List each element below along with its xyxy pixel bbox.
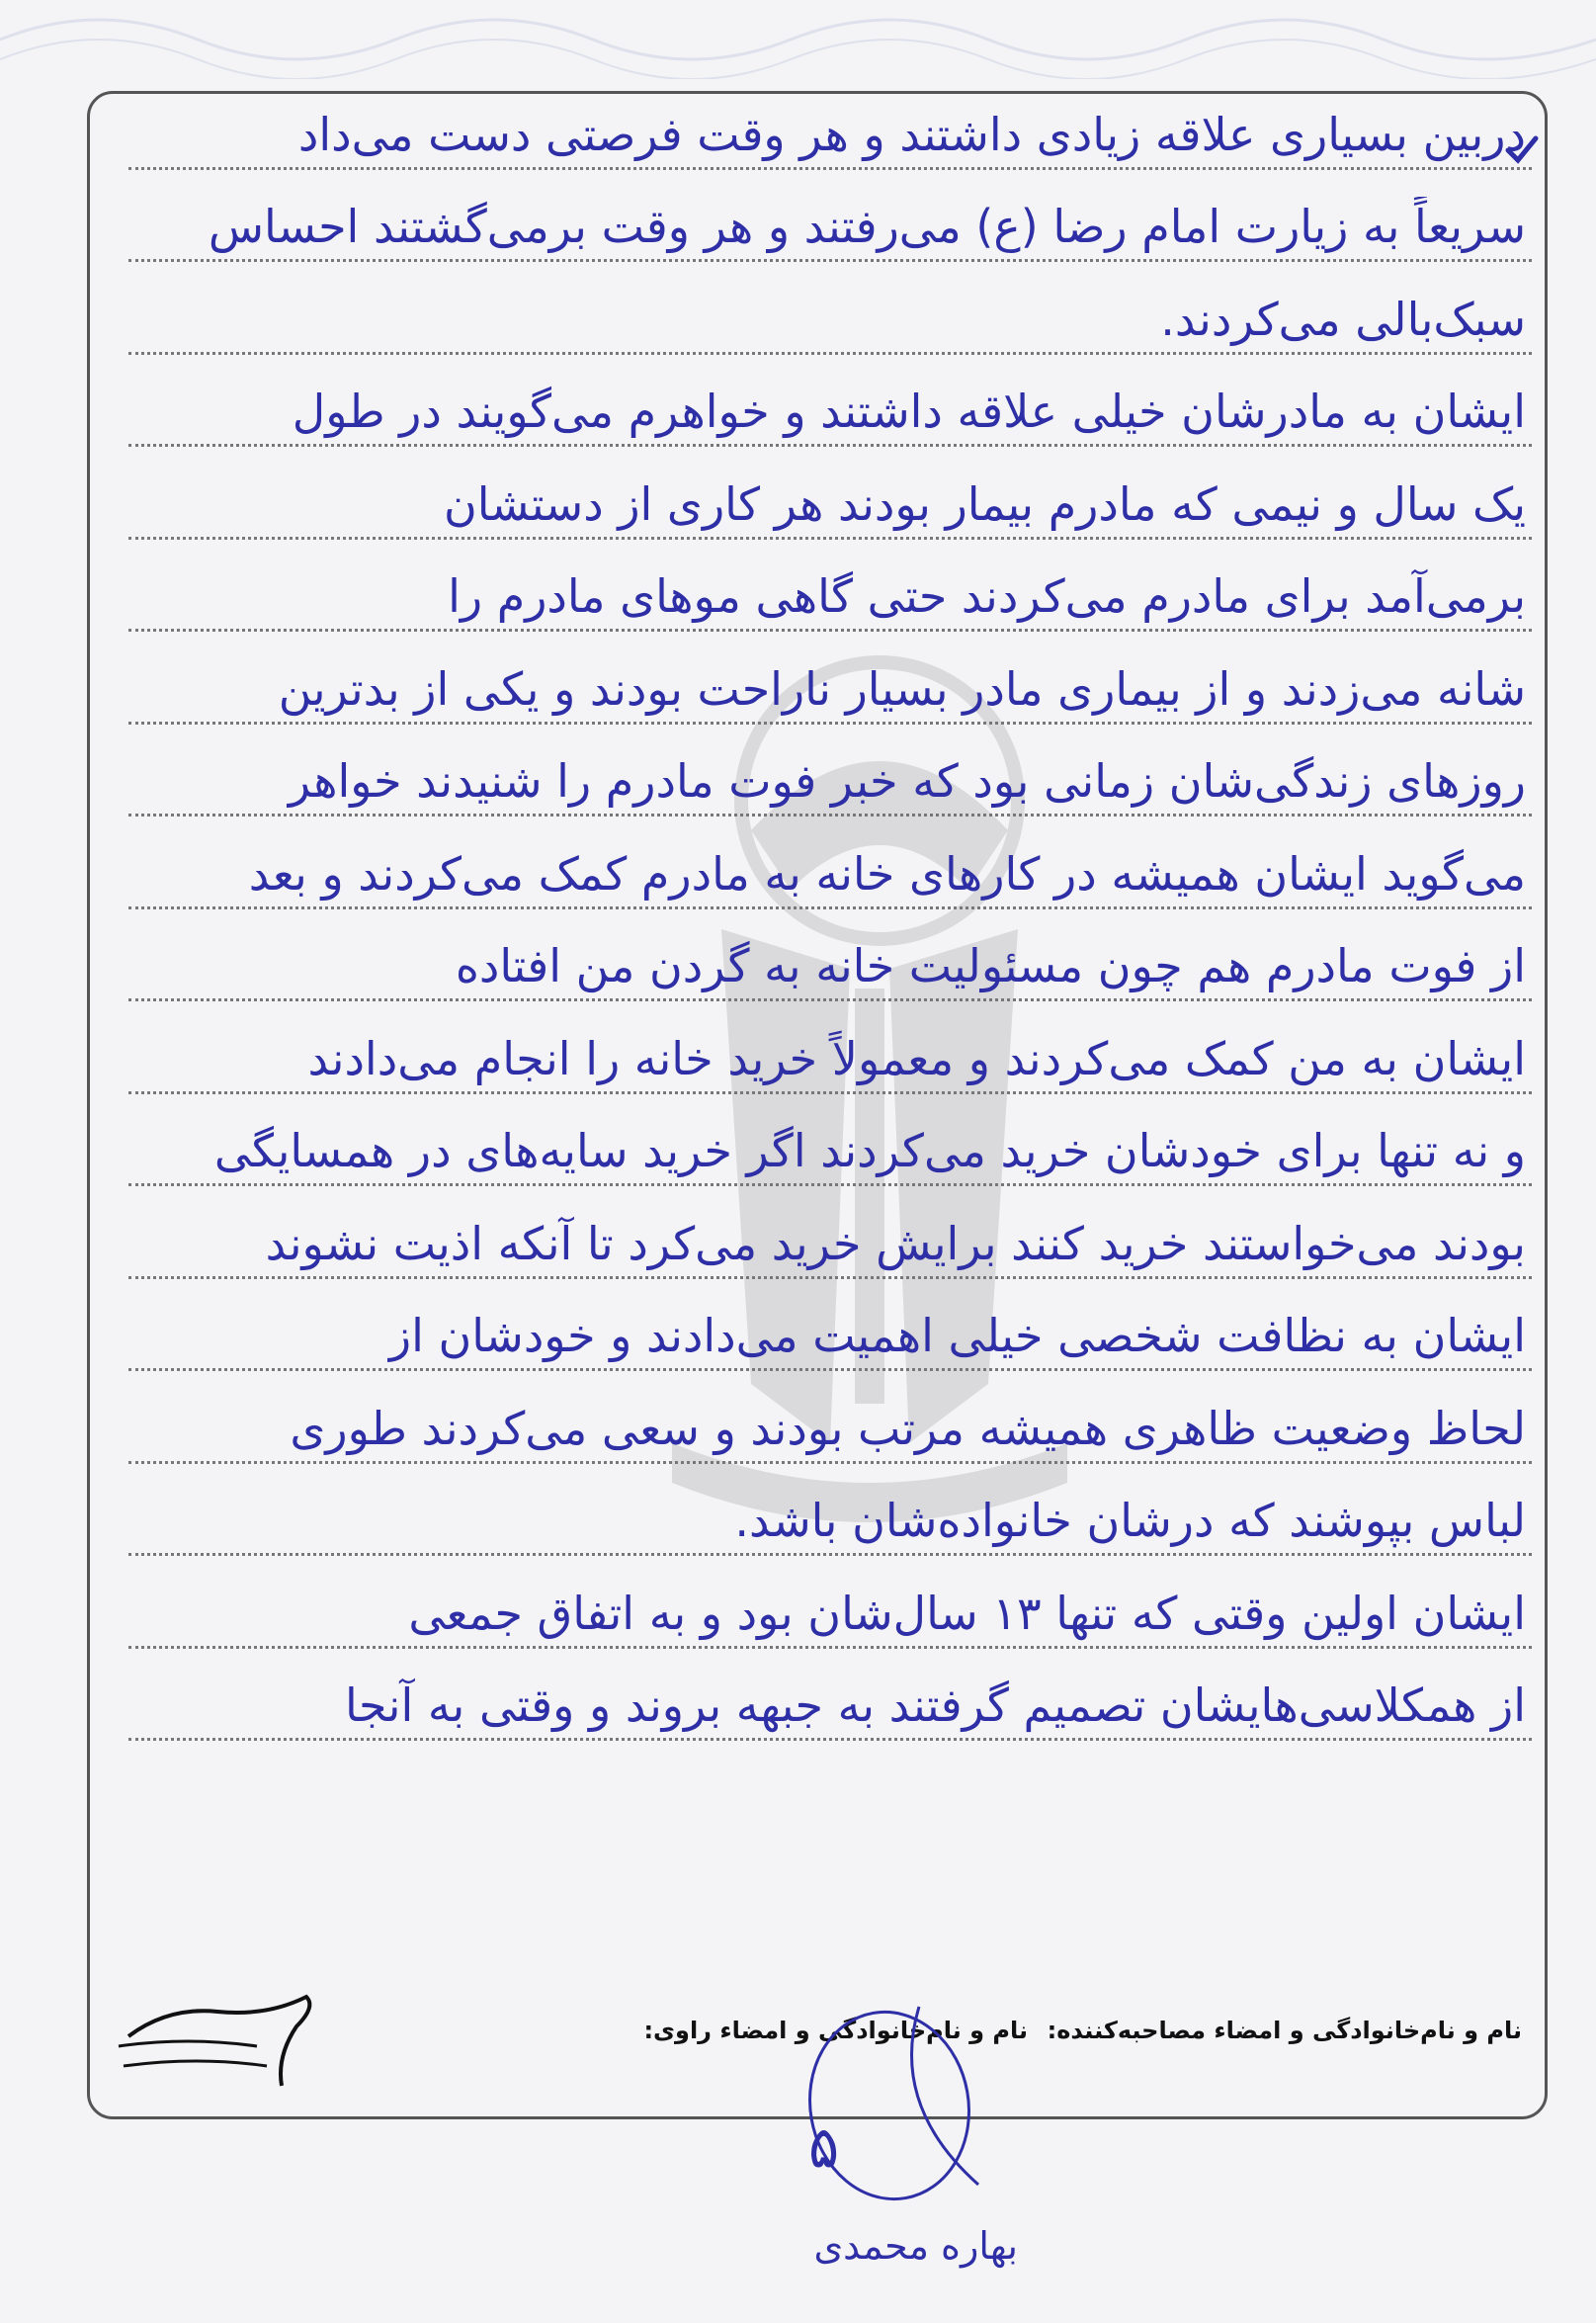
text-line xyxy=(128,1482,1532,1575)
handwritten-line: شانه می‌زدند و از بیماری مادر بسیار ناراحت بودند و یکی از بدترین xyxy=(278,661,1526,716)
text-line xyxy=(128,1389,1532,1482)
text-line xyxy=(128,1204,1532,1297)
handwritten-line: از فوت مادرم هم چون مسئولیت خانه به گردن من افتاده xyxy=(455,939,1526,992)
text-line xyxy=(128,834,1532,927)
text-line xyxy=(128,1019,1532,1112)
handwritten-line: بودند می‌خواستند خرید کنند برایش خرید می‌کرد تا آنکه اذیت نشوند xyxy=(265,1216,1526,1270)
text-line xyxy=(128,465,1532,558)
handwritten-line: از همکلاسی‌هایشان تصمیم گرفتند به جبهه بروند و وقتی به آنجا xyxy=(344,1678,1526,1732)
text-line xyxy=(128,1297,1532,1390)
handwritten-line: روزهای زندگی‌شان زمانی بود که خبر فوت مادرم را شنیدند خواهر xyxy=(288,754,1526,808)
handwritten-line: سریعاً به زیارت امام رضا (ع) می‌رفتند و هر وقت برمی‌گشتند احساس xyxy=(208,200,1526,253)
narrator-signature-label: نام و نام‌خانوادگی و امضاء راوی: xyxy=(643,2017,1028,2044)
text-line xyxy=(128,1112,1532,1205)
handwritten-line: ایشان اولین وقتی که تنها ۱۳ سال‌شان بود و به اتفاق جمعی xyxy=(408,1586,1526,1640)
handwritten-line: ایشان به من کمک می‌کردند و معمولاً خرید خانه را انجام می‌دادند xyxy=(307,1031,1526,1085)
handwritten-line: ایشان به نظافت شخصی خیلی اهمیت می‌دادند و خودشان از xyxy=(388,1309,1526,1362)
text-line xyxy=(128,1667,1532,1760)
narrator-signature xyxy=(109,1967,336,2096)
text-line xyxy=(128,558,1532,650)
handwritten-line: برمی‌آمد برای مادرم می‌کردند حتی گاهی موهای مادرم را xyxy=(448,569,1526,623)
handwritten-line: سبک‌بالی می‌کردند. xyxy=(1160,292,1526,346)
text-line xyxy=(128,188,1532,281)
handwritten-line: دربین بسیاری علاقه زیادی داشتند و هر وقت فرصتی دست می‌داد xyxy=(297,107,1526,161)
page-number: ۵ xyxy=(808,2113,840,2181)
text-line xyxy=(128,1574,1532,1667)
text-line xyxy=(128,649,1532,742)
handwritten-text-area xyxy=(128,95,1532,1759)
text-line xyxy=(128,742,1532,835)
interviewer-signature-label: نام و نام‌خانوادگی و امضاء مصاحبه‌کننده: xyxy=(1047,2017,1522,2044)
text-line xyxy=(128,95,1532,188)
text-line xyxy=(128,927,1532,1020)
handwritten-line: لباس بپوشند که درشان خانواده‌شان باشد. xyxy=(734,1494,1526,1547)
handwritten-line: ایشان به مادرشان خیلی علاقه داشتند و خواهرم می‌گویند در طول xyxy=(292,385,1526,438)
text-line xyxy=(128,280,1532,373)
text-line xyxy=(128,373,1532,466)
background-pattern xyxy=(0,0,1596,79)
handwritten-name: بهاره محمدی xyxy=(813,2224,1018,2268)
handwritten-line: یک سال و نیمی که مادرم بیمار بودند هر کاری از دستشان xyxy=(443,476,1526,531)
handwritten-line: و نه تنها برای خودشان خرید می‌کردند اگر خرید سایه‌های در همسایگی xyxy=(213,1124,1526,1177)
handwritten-line: می‌گوید ایشان همیشه در کارهای خانه به مادرم کمک می‌کردند و بعد xyxy=(248,846,1526,901)
handwritten-line: لحاظ وضعیت ظاهری همیشه مرتب بودند و سعی می‌کردند طوری xyxy=(290,1401,1526,1455)
